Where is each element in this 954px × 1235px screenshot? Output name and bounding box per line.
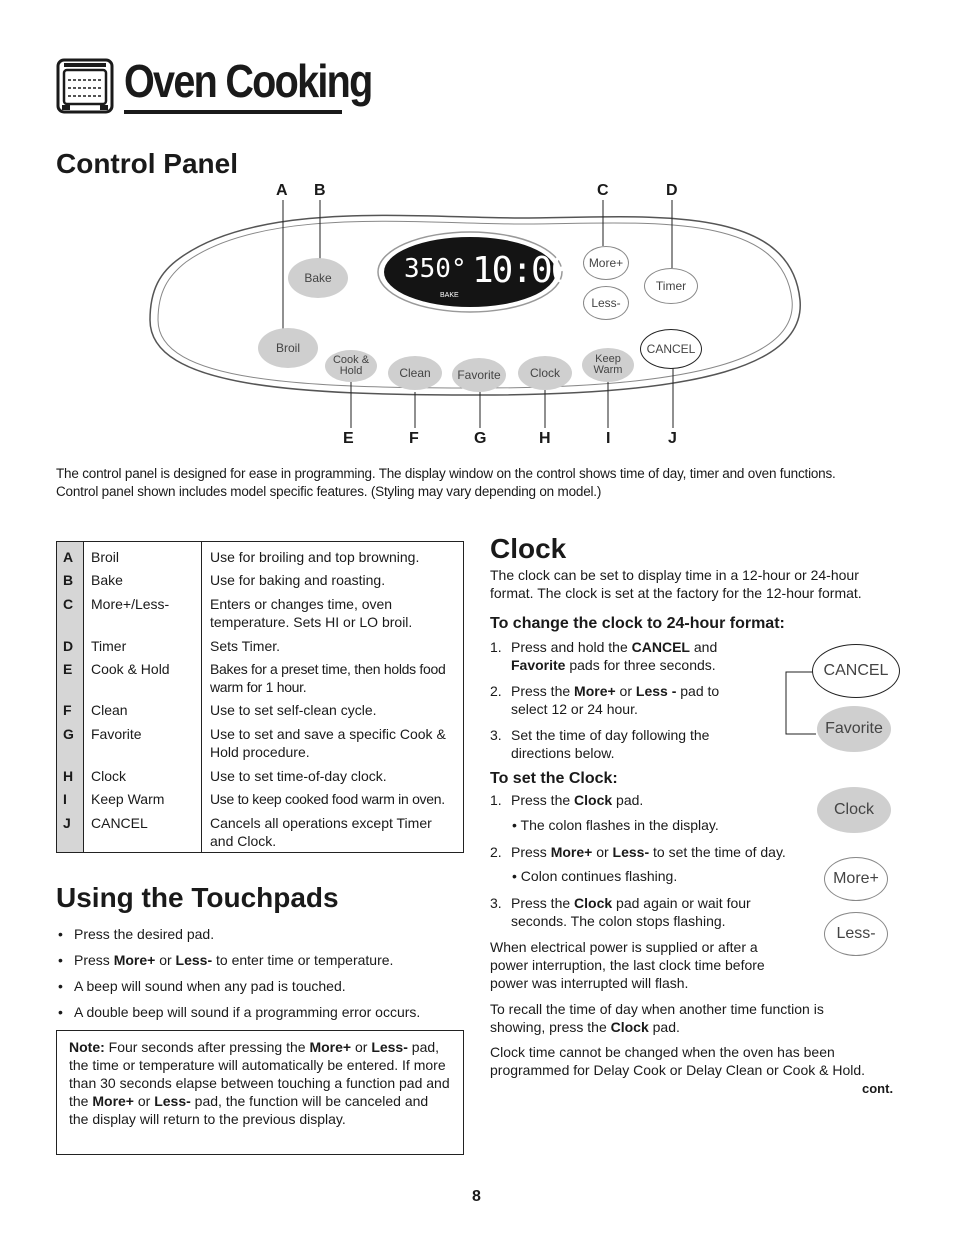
note-bold: Less- [371,1039,408,1055]
cancel-pad[interactable] [640,329,702,369]
step-number: 1. [490,792,502,808]
paragraph-line: programmed for Delay Cook or Delay Clean or Cook & Hold. [490,1062,866,1078]
letter-c: C [597,182,609,199]
row-desc-2: warm for 1 hour. [210,679,307,695]
row-desc: Use for baking and roasting. [210,572,386,588]
row-desc-2: and Clock. [210,833,277,849]
row-letter: C [63,596,74,612]
more-pad[interactable] [583,246,629,280]
step-text [511,682,791,718]
page-number: 8 [472,1188,481,1205]
side-cancel-label: CANCEL [823,662,889,679]
side-less-pad[interactable] [824,912,888,956]
power-paragraph [490,938,820,992]
cook-hold-pad[interactable] [325,350,377,382]
paragraph-line: pad. [648,1019,680,1035]
row-letter: J [63,815,71,831]
row-name: Clock [91,768,127,784]
row-desc: Use to set and save a specific Cook & [210,726,446,742]
side-less-label: Less- [836,925,876,942]
clean-pad-label: Clean [399,365,431,380]
display-temperature: 350° [404,254,467,284]
paragraph-line: When electrical power is supplied or after a [490,939,758,955]
clean-pad[interactable] [388,356,442,390]
cook-hold-label-1: Cook & [332,354,370,366]
bullet-text: to enter time or temperature. [212,952,394,968]
side-more-pad[interactable] [824,857,888,901]
timer-pad-label: Timer [655,278,687,293]
step-bold: CANCEL [631,639,690,655]
panel-description-line-2: Control panel shown includes model specific features. (Styling may vary depending on model.) [56,484,602,499]
step-bold: Less- [612,844,650,860]
letter-h: H [539,430,551,447]
less-pad[interactable] [583,286,629,320]
display-mode: BAKE [440,292,459,299]
bullet-text: A beep will sound when any pad is touched. [74,978,346,994]
step-bold: More+ [550,844,593,860]
letter-e: E [343,430,354,447]
row-letter: F [63,702,72,718]
step-bold: Favorite [511,657,566,673]
row-desc: Use to keep cooked food warm in oven. [210,791,445,807]
list-item [56,925,466,943]
note-text: pad, the function will be canceled and the display will return to the previous display. [69,1093,429,1127]
touchpads-heading: Using the Touchpads [56,882,339,913]
step-number: 2. [490,844,502,860]
row-name: Timer [91,638,127,654]
step-number: 3. [490,895,502,911]
bake-pad[interactable] [288,258,348,298]
note-box [56,1030,464,1155]
note-bold: Less- [154,1093,191,1109]
row-name: Favorite [91,726,142,742]
panel-description-line-1: The control panel is designed for ease in programming. The display window on the control shows time of day, timer and oven functions. [56,466,836,481]
side-more-label: More+ [833,870,879,887]
paragraph-line: power interruption, the last clock time before [490,957,765,973]
step-text-part: Press and hold the [511,639,632,655]
clock-intro-line-1: The clock can be set to display time in a 12-hour or 24-hour [490,567,859,583]
broil-pad[interactable] [258,328,318,368]
row-letter: G [63,726,74,742]
bullet-text: Press [74,952,114,968]
clock-intro-line-2: format. The clock is set at the factory for the 12-hour format. [490,585,862,601]
step-text-part: or [592,844,613,860]
broil-pad-label: Broil [275,340,300,355]
paragraph-line: power was interrupted will flash. [490,975,689,991]
favorite-pad-label: Favorite [457,367,501,382]
step-bold: Clock [574,792,613,808]
row-letter: A [63,549,74,565]
keep-warm-label-1: Keep [595,353,621,365]
letter-f: F [409,430,419,447]
clock-intro [490,566,910,602]
note-text: or [133,1093,155,1109]
side-favorite-pad[interactable] [817,706,891,752]
more-pad-label: More+ [588,255,624,270]
step-text-part: Press [511,844,551,860]
row-letter: B [63,572,74,588]
step-text-part: pad again or wait four [612,895,751,911]
paragraph-line: showing, press the [490,1019,611,1035]
bullet-bold: More+ [113,952,156,968]
favorite-pad[interactable] [452,358,506,392]
step-number: 2. [490,683,502,699]
step-text [511,638,791,674]
letter-i: I [606,430,611,447]
step-text-part: Press the [511,683,575,699]
page-title: Oven Cooking [124,55,372,107]
step-number: 3. [490,727,502,743]
row-desc: Use to set time-of-day clock. [210,768,387,784]
row-desc: Enters or changes time, oven [210,596,393,612]
bullet-bold: Less- [175,952,213,968]
keep-warm-pad[interactable] [582,348,634,382]
row-name: Bake [91,572,123,588]
row-desc: Use for broiling and top browning. [210,549,420,565]
note-bold: More+ [309,1039,352,1055]
note-label: Note: [69,1039,105,1055]
step-text [511,791,811,809]
letter-b: B [314,182,326,199]
step-text-part: select 12 or 24 hour. [511,701,638,717]
keep-warm-label-2: Warm [593,364,623,376]
row-letter: H [63,768,74,784]
bullet-text: Press the desired pad. [74,926,215,942]
side-clock-pad[interactable] [817,787,891,833]
row-desc: Use to set self-clean cycle. [210,702,377,718]
row-name: More+/Less- [91,596,170,612]
clock-pad[interactable] [518,356,572,390]
panel-description [56,465,906,501]
row-name: Clean [91,702,128,718]
touchpads-bullet-list [56,925,466,1029]
subheading-set-clock: To set the Clock: [490,770,618,787]
bullet-text: or [155,952,176,968]
control-panel-heading: Control Panel [56,148,239,179]
step-text-part: or [615,683,636,699]
pad-reference-table [56,541,464,853]
step-text-part: pad. [612,792,644,808]
row-letter: D [63,638,74,654]
bullet-text: Colon continues flashing. [520,868,678,884]
step-text [511,726,791,762]
letter-d: D [666,182,678,199]
letter-a: A [276,182,288,199]
cook-hold-label-2: Hold [339,365,363,377]
paragraph-bold: Clock [610,1019,649,1035]
row-desc: Bakes for a preset time, then holds food [210,661,446,677]
row-desc: Sets Timer. [210,638,281,654]
bake-pad-label: Bake [304,270,332,285]
step-text-part: directions below. [511,745,615,761]
step-bold: Clock [574,895,613,911]
note-text: or [351,1039,372,1055]
recall-paragraph [490,1000,910,1036]
note-bold: More+ [92,1093,134,1109]
letter-j: J [668,430,677,447]
less-pad-label: Less- [591,295,621,310]
cancel-pad-label: CANCEL [646,341,696,356]
row-name: Cook & Hold [91,661,170,677]
side-clock-label: Clock [833,801,874,818]
paragraph-line: Clock time cannot be changed when the oven has been [490,1044,835,1060]
step-text-part: Set the time of day following the [511,727,710,743]
subheading-24-hour: To change the clock to 24-hour format: [490,615,785,632]
clock-heading: Clock [490,533,567,564]
timer-pad[interactable] [644,268,698,304]
column-divider [201,542,202,852]
list-item [56,951,466,969]
clock-pad-label: Clock [529,365,560,380]
letter-g: G [474,430,487,447]
row-desc: Cancels all operations except Timer [210,815,432,831]
clock-step-2-bullet: • Colon continues flashing. [512,868,678,884]
note-text: Four seconds after pressing the [104,1039,310,1055]
step-text-part: pads for three seconds. [565,657,716,673]
row-letter: I [63,791,67,807]
step-text-part: Press the [511,792,575,808]
row-name: Broil [91,549,120,565]
step-text-part: Press the [511,895,575,911]
step-bold: Less - [635,683,677,699]
step-text [511,843,821,861]
side-favorite-label: Favorite [825,720,883,737]
step-text-part: seconds. The colon stops flashing. [511,913,726,929]
step-text-part: and [689,639,718,655]
step-number: 1. [490,639,502,655]
row-name: CANCEL [91,815,148,831]
paragraph-line: To recall the time of day when another time function is [490,1001,824,1017]
step-text-part: pad to [676,683,720,699]
step-text [511,894,811,930]
list-item [56,977,466,995]
row-desc-2: temperature. Sets HI or LO broil. [210,614,413,630]
continued-label: cont. [862,1081,894,1096]
list-item [56,1003,466,1021]
note-text: pad, the time or temperature will automatically be entered. If more than 30 seconds elapse between touching a function pad and the [69,1039,450,1109]
row-name: Keep Warm [91,791,165,807]
step-bold: More+ [574,683,616,699]
bullet-text: A double beep will sound if a programming error occurs. [74,1004,421,1020]
side-cancel-pad[interactable] [812,644,900,698]
clock-step-1-bullet: • The colon flashes in the display. [512,817,719,833]
row-desc-2: Hold procedure. [210,744,310,760]
step-text-part: to set the time of day. [649,844,786,860]
bullet-text: The colon flashes in the display. [520,817,719,833]
delay-paragraph [490,1043,910,1079]
display-time: 10:00 [472,250,571,291]
row-letter: E [63,661,73,677]
